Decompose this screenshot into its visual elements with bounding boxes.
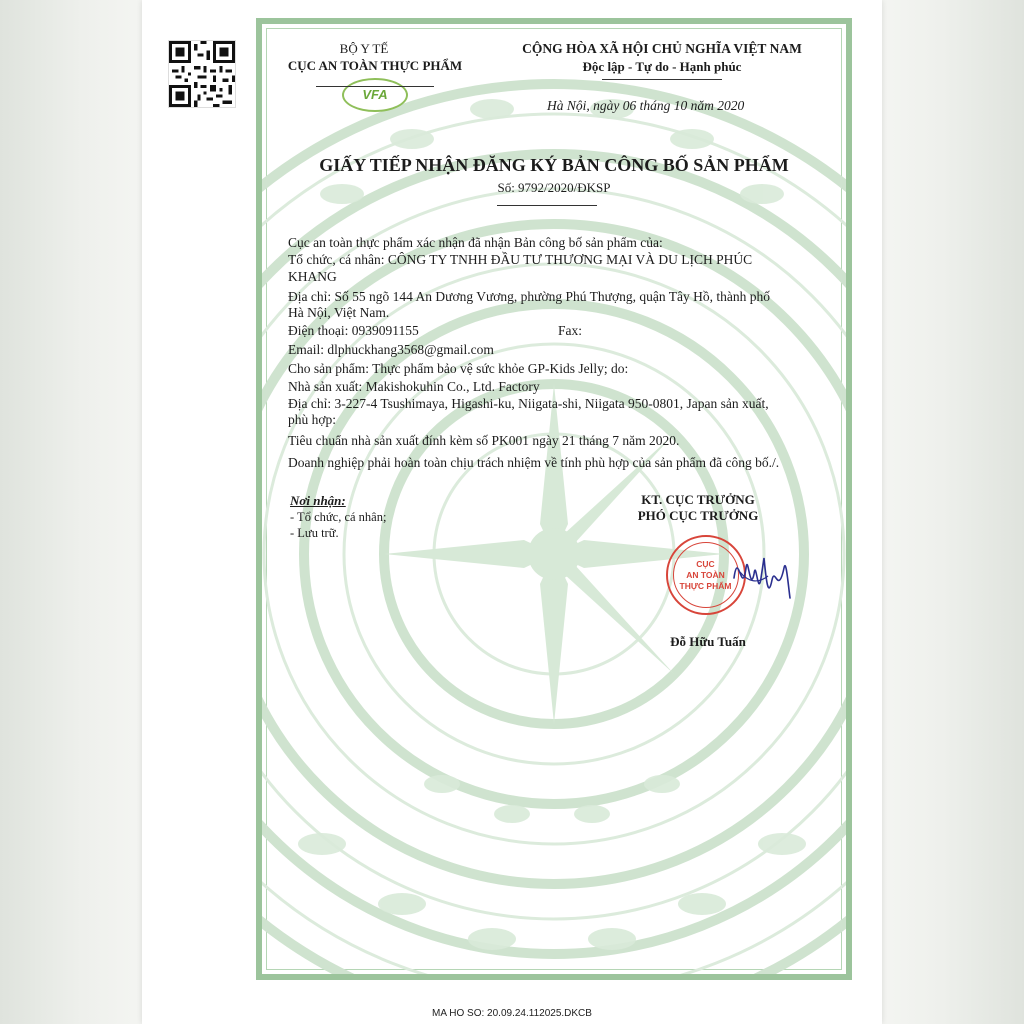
stamp-text-line-2: AN TOÀN — [686, 570, 725, 580]
manufacturer-line: Nhà sản xuất: Makishokuhin Co., Ltd. Factory — [288, 379, 540, 394]
signatory-title-1: KT. CỤC TRƯỞNG — [641, 492, 755, 507]
recipients-heading: Nơi nhận: — [290, 493, 346, 508]
place-and-date: Hà Nội, ngày 06 tháng 10 năm 2020 — [547, 98, 745, 113]
recipient-item: - Tổ chức, cá nhân; — [290, 510, 387, 524]
document-title: GIẤY TIẾP NHẬN ĐĂNG KÝ BẢN CÔNG BỐ SẢN PHẨM — [319, 155, 789, 175]
ministry-name: BỘ Y TẾ — [339, 41, 389, 56]
agency-name: CỤC AN TOÀN THỰC PHẨM — [287, 58, 463, 73]
manufacturer-address-line-1: Địa chỉ: 3-227-4 Tsushimaya, Higashi-ku, Niigata-shi, Niigata 950-0801, Japan sản xuất, — [288, 396, 769, 411]
email-address: Email: dlphuckhang3568@gmail.com — [288, 342, 494, 357]
recipient-item: - Lưu trữ. — [290, 526, 339, 540]
country-name: CỘNG HÒA XÃ HỘI CHỦ NGHĨA VIỆT NAM — [522, 41, 802, 56]
organization-line-2: KHANG — [288, 269, 337, 284]
phone-number: Điện thoại: 0939091155 — [288, 323, 419, 338]
vfa-logo: VFA — [342, 78, 408, 112]
organization-line-1: Tổ chức, cá nhân: CÔNG TY TNHH ĐẦU TƯ THƯƠNG MẠI VÀ DU LỊCH PHÚC — [288, 252, 753, 267]
national-motto: Độc lập - Tự do - Hạnh phúc — [582, 59, 742, 74]
handwritten-signature — [728, 538, 798, 618]
address-line-1: Địa chỉ: Số 55 ngõ 144 An Dương Vương, phường Phú Thượng, quận Tây Hồ, thành phố — [288, 289, 770, 304]
title-divider — [497, 205, 597, 206]
qr-code — [168, 40, 236, 108]
product-line: Cho sản phẩm: Thực phẩm bảo vệ sức khỏe GP-Kids Jelly; do: — [288, 361, 629, 376]
standard-line: Tiêu chuẩn nhà sản xuất đính kèm số PK001 ngày 21 tháng 7 năm 2020. — [288, 433, 680, 448]
agency-underline — [316, 86, 434, 87]
manufacturer-address-line-2: phù hợp: — [288, 412, 337, 427]
address-line-2: Hà Nội, Việt Nam. — [288, 305, 390, 320]
signer-name: Đỗ Hữu Tuấn — [670, 634, 746, 649]
responsibility-line: Doanh nghiệp phải hoàn toàn chịu trách nhiệm về tính phù hợp của sản phẩm đã công bố./. — [288, 455, 780, 470]
signatory-title-2: PHÓ CỤC TRƯỞNG — [637, 508, 759, 523]
intro-text: Cục an toàn thực phẩm xác nhận đã nhận Bản công bố sản phẩm của: — [288, 235, 663, 250]
stamp-text-line-1: CỤC — [696, 559, 715, 569]
motto-underline — [602, 79, 722, 80]
fax-label: Fax: — [558, 323, 583, 338]
stamp-text-line-3: THỰC PHẨM — [679, 581, 732, 591]
document-number: Số: 9792/2020/ĐKSP — [497, 180, 611, 195]
dossier-code: MA HO SO: 20.09.24.112025.DKCB — [432, 1008, 592, 1019]
